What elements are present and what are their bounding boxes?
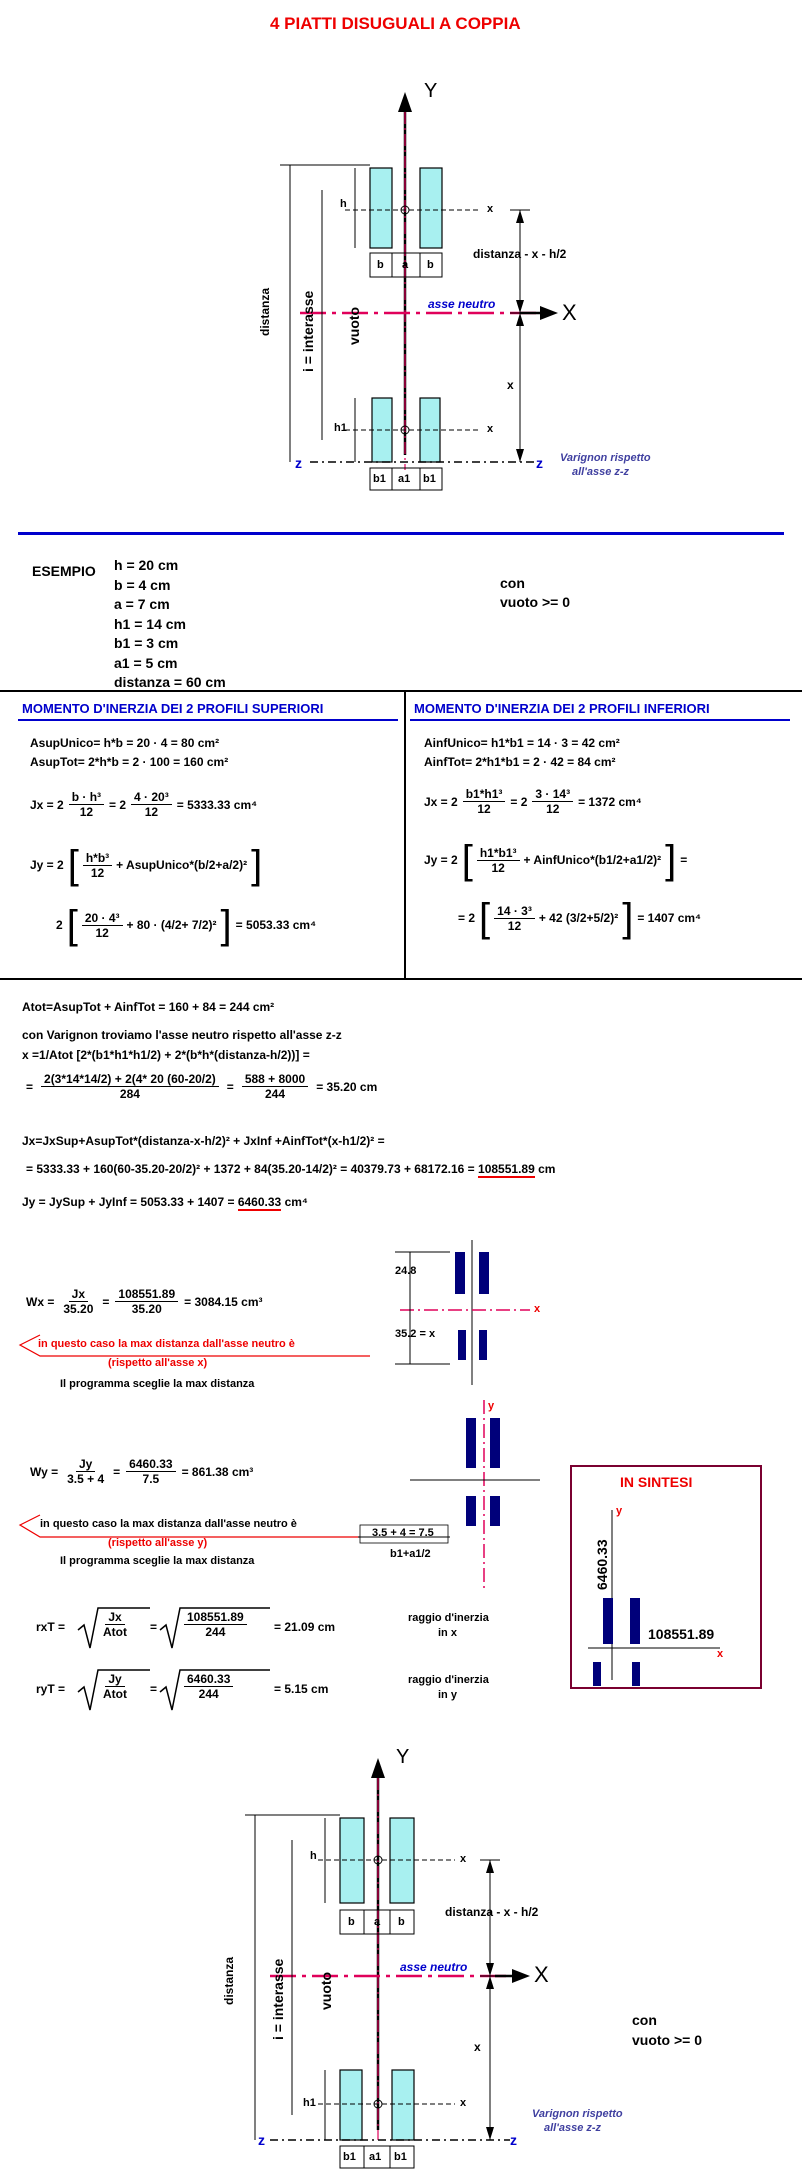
sintesi-heading: IN SINTESI <box>620 1474 693 1490</box>
wy-dist-2: b1+a1/2 <box>390 1548 431 1560</box>
neutral-axis-label: asse neutro <box>428 297 496 311</box>
sup-jy-formula: Jy = 2 [ $\frac{\text{h*b³}}{12}$ + AsupUnico*(b/2+a/2)² ] <box>30 843 263 887</box>
wy-formula: Wy = $\frac{Jy}{3.5 + 4}$ = $\frac{6460.33}{7.5}$ = 861.38 cm³ <box>30 1457 254 1486</box>
jy-total-calc: Jy = JySup + JyInf = 5053.33 + 1407 = 6460.33 cm⁴ <box>22 1195 308 1209</box>
local-x-label-lower-bottom: x <box>460 2097 467 2109</box>
sintesi-y-label: y <box>616 1505 623 1517</box>
axis-z-left: z <box>295 455 302 471</box>
atot-line: Atot=AsupTot + AinfTot = 160 + 84 = 244 cm² <box>22 1000 275 1014</box>
example-value: a1 = 5 cm <box>114 654 178 671</box>
ry-frac2: $\frac{6460.33}{244}$ <box>184 1672 233 1701</box>
axis-y-label: Y <box>424 80 438 102</box>
label-a1: a1 <box>398 473 411 485</box>
label-b1-right: b1 <box>423 473 436 485</box>
varignon-line: con Varignon troviamo l'asse neutro rispetto all'asse z-z <box>22 1028 342 1042</box>
axis-x-label-bottom: X <box>534 1962 549 1987</box>
sintesi-jy-value: 6460.33 <box>594 1539 610 1590</box>
varignon-note-2: all'asse z-z <box>572 466 630 478</box>
rx-label: rxT = <box>36 1620 66 1634</box>
wy-note-2: (rispetto all'asse y) <box>108 1537 208 1549</box>
example-value: h = 20 cm <box>114 557 179 573</box>
label-b-left: b <box>377 259 384 271</box>
local-x-label-upper: x <box>487 203 494 215</box>
ry-result: = 5.15 cm <box>274 1682 329 1696</box>
jx-total-formula: Jx=JxSup+AsupTot*(distanza-x-h/2)² + JxInf +AinfTot*(x-h1/2)² = <box>22 1134 385 1148</box>
rx-eq: = <box>150 1620 158 1634</box>
vuoto-condition: vuoto >= 0 <box>500 594 571 610</box>
x-formula-line: x =1/Atot [2*(b1*h1*h1/2) + 2*(b*h*(distanza-h/2))] = <box>22 1048 310 1062</box>
ry-eq: = <box>150 1682 158 1696</box>
vuoto-condition-bottom: vuoto >= 0 <box>632 2032 703 2048</box>
vuoto-label: vuoto <box>346 306 362 345</box>
rx-desc-2: in x <box>438 1627 457 1639</box>
label-a1-bottom: a1 <box>369 2151 382 2163</box>
sup-jy-result: 2 [ $\frac{\text{20 · 4³}}{12}$ + 80 · (4/2+ 7/2)² ] = 5053.33 cm⁴ <box>56 903 317 947</box>
example-heading: ESEMPIO <box>32 563 96 579</box>
label-b1-left: b1 <box>373 473 386 485</box>
axis-z-left-bottom: z <box>258 2132 265 2148</box>
local-x-label-lower: x <box>487 423 494 435</box>
vuoto-label-bottom: vuoto <box>318 1971 334 2010</box>
label-a: a <box>402 259 409 271</box>
jx-total-value: 108551.89 <box>478 1162 535 1176</box>
interasse-label: i = interasse <box>300 290 316 372</box>
neutral-axis-label-bottom: asse neutro <box>400 1960 468 1974</box>
varignon-note-2-bottom: all'asse z-z <box>544 2122 602 2134</box>
sup-area-single: AsupUnico= h*b = 20 · 4 = 80 cm² <box>30 736 220 750</box>
sup-jx-formula: Jx = 2 $\frac{\text{b · h³}}{12}$ = 2 $\frac{\text{4 · 20³}}{12}$ = 5333.33 cm⁴ <box>30 790 258 819</box>
wx-dist-top: 24.8 <box>395 1265 417 1277</box>
sup-area-total: AsupTot= 2*h*b = 2 · 100 = 160 cm² <box>30 755 229 769</box>
inf-jy-result: = 2 [ $\frac{\text{14 · 3³}}{12}$ + 42 (3/2+5/2)² ] = 1407 cm⁴ <box>458 896 701 940</box>
interasse-label-bottom: i = interasse <box>270 1958 286 2040</box>
wx-formula: Wx = $\frac{Jx}{35.20}$ = $\frac{108551.89}{35.20}$ = 3084.15 cm³ <box>26 1287 263 1316</box>
distanza-label-bottom: distanza <box>222 1956 236 2005</box>
label-h: h <box>340 198 347 210</box>
local-x-label-upper-bottom: x <box>460 1853 467 1865</box>
jx-total-calc: = 5333.33 + 160(60-35.20-20/2)² + 1372 + 84(35.20-14/2)² = 40379.73 + 68172.16 = 108551.89 cm <box>26 1162 556 1176</box>
axis-z-right-bottom: z <box>510 2132 517 2148</box>
sup-heading: MOMENTO D'INERZIA DEI 2 PROFILI SUPERIORI <box>22 701 324 716</box>
label-h1-bottom: h1 <box>303 2097 316 2109</box>
axis-z-right: z <box>536 455 543 471</box>
label-a-bottom: a <box>374 1916 381 1928</box>
sintesi-x-label: x <box>717 1648 724 1660</box>
inf-jx-formula: Jx = 2 $\frac{\text{b1*h1³}}{12}$ = 2 $\frac{\text{3 · 14³}}{12}$ = 1372 cm⁴ <box>424 787 642 816</box>
inf-area-single: AinfUnico= h1*b1 = 14 · 3 = 42 cm² <box>424 736 620 750</box>
distance-label: distanza - x - h/2 <box>473 247 567 261</box>
wy-dist-1: 3.5 + 4 = 7.5 <box>372 1527 434 1539</box>
distance-label-bottom: distanza - x - h/2 <box>445 1905 539 1919</box>
wx-axis-x-label: x <box>534 1303 541 1315</box>
example-value: h1 = 14 cm <box>114 615 186 632</box>
inf-heading: MOMENTO D'INERZIA DEI 2 PROFILI INFERIORI <box>414 701 710 716</box>
wx-note-1: in questo caso la max distanza dall'asse neutro è <box>38 1338 295 1350</box>
inf-area-total: AinfTot= 2*h1*b1 = 2 · 42 = 84 cm² <box>424 755 616 769</box>
label-b-right: b <box>427 259 434 271</box>
sintesi-jx-value: 108551.89 <box>648 1626 715 1642</box>
example-value: b = 4 cm <box>114 576 171 593</box>
label-b-left-bottom: b <box>348 1916 355 1928</box>
wx-note-3: Il programma sceglie la max distanza <box>60 1378 255 1390</box>
con-label-bottom: con <box>632 2012 657 2028</box>
axis-y-label-bottom: Y <box>396 1746 410 1768</box>
example-value: b1 = 3 cm <box>114 635 179 651</box>
x-distance-label-bottom: x <box>474 2040 481 2054</box>
rx-frac2: $\frac{108551.89}{244}$ <box>184 1610 247 1639</box>
axis-x-label: X <box>562 300 577 325</box>
con-label: con <box>500 575 525 591</box>
varignon-note-1-bottom: Varignon rispetto <box>532 2108 623 2120</box>
wy-note-3: Il programma sceglie la max distanza <box>60 1555 255 1567</box>
example-value: distanza = 60 cm <box>114 674 226 690</box>
x-calc-line: = $\frac{2(3*14*14/2) + 2(4* 20 (60-20/2)}{284}$ = $\frac{588 + 8000}{244}$ = 35.20 cm <box>26 1072 378 1101</box>
rx-frac1: $\frac{Jx}{\text{Atot}}$ <box>103 1610 127 1639</box>
x-distance-label: x <box>507 378 514 392</box>
label-h1: h1 <box>334 422 347 434</box>
ry-frac1: $\frac{Jy}{\text{Atot}}$ <box>103 1672 127 1701</box>
wx-note-2: (rispetto all'asse x) <box>108 1357 208 1369</box>
rx-desc-1: raggio d'inerzia <box>408 1612 489 1624</box>
wy-note-1: in questo caso la max distanza dall'asse neutro è <box>40 1518 297 1530</box>
example-value: a = 7 cm <box>114 596 170 612</box>
wy-axis-y-label: y <box>488 1400 495 1412</box>
label-b1-left-bottom: b1 <box>343 2151 356 2163</box>
wx-dist-bottom: 35.2 = x <box>395 1328 436 1340</box>
distanza-label: distanza <box>258 287 272 336</box>
page-title: 4 PIATTI DISUGUALI A COPPIA <box>270 14 521 33</box>
rx-result: = 21.09 cm <box>274 1620 336 1634</box>
inf-jy-formula: Jy = 2 [ $\frac{\text{h1*b1³}}{12}$ + AinfUnico*(b1/2+a1/2)² ] = <box>424 838 688 882</box>
label-b-right-bottom: b <box>398 1916 405 1928</box>
ry-desc-1: raggio d'inerzia <box>408 1674 489 1686</box>
label-b1-right-bottom: b1 <box>394 2151 407 2163</box>
varignon-note-1: Varignon rispetto <box>560 452 651 464</box>
ry-label: ryT = <box>36 1682 66 1696</box>
jy-total-value: 6460.33 <box>237 1195 282 1209</box>
ry-desc-2: in y <box>438 1689 457 1701</box>
label-h-bottom: h <box>310 1850 317 1862</box>
